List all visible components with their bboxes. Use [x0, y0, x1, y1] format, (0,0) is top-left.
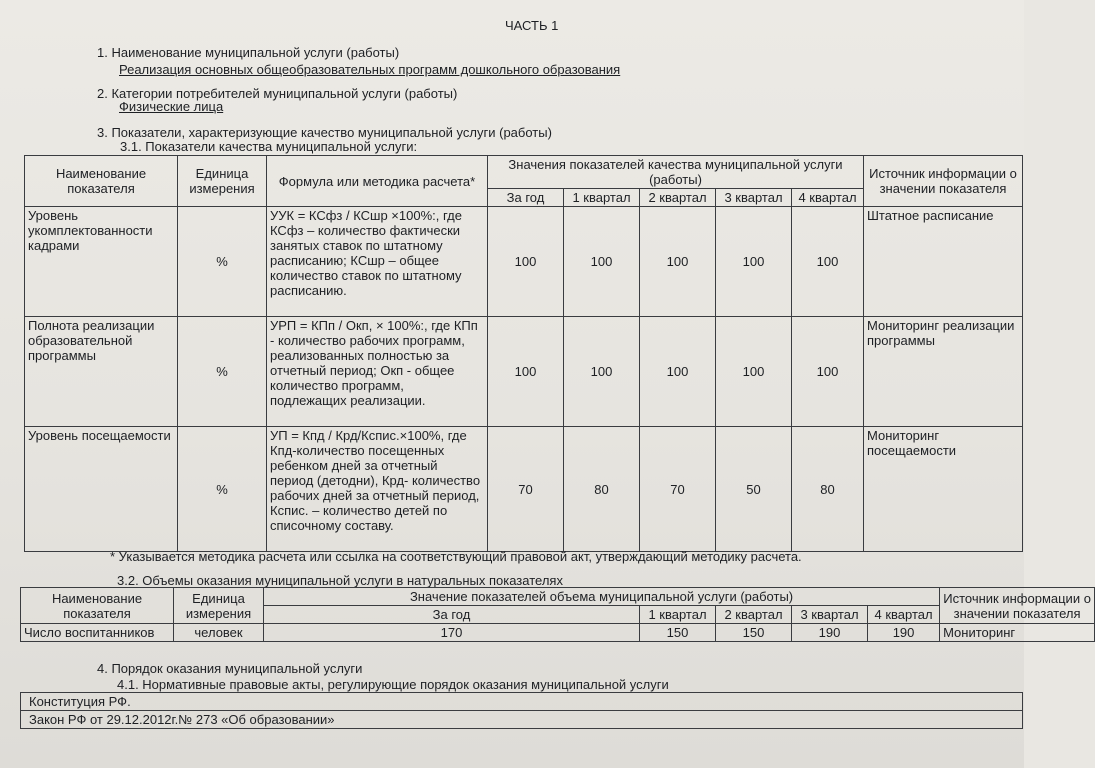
row-formula: УП = Кпд / Крд/Кспис.×100%, где Кпд-количество посещенных ребенком дней за отчетный период (детодни), Крд- количество рабочих дней за отчетный период, Кспис. – количество детей по списочному составу.	[267, 427, 488, 552]
table-row	[21, 693, 1023, 711]
row-name: Число воспитанников	[21, 624, 174, 642]
item-1-label: 1. Наименование муниципальной услуги (работы)	[97, 45, 400, 60]
row-name: Уровень посещаемости	[25, 427, 178, 552]
item-3-2-label: 3.2. Объемы оказания муниципальной услуги в натуральных показателях	[117, 573, 563, 588]
header-period-q1: 1 квартал	[564, 189, 640, 207]
header-period-q4: 4 квартал	[792, 189, 864, 207]
header-source: Источник информации о значении показателя	[864, 156, 1023, 207]
row-value-q3: 50	[716, 427, 792, 552]
table-row	[25, 317, 1023, 427]
row-source: Мониторинг посещаемости	[864, 427, 1023, 552]
row-value-q1: 100	[564, 207, 640, 317]
row-formula: УУК = КСфз / КСшр ×100%:, где КСфз – количество фактически занятых ставок по штатному расписанию; КСшр – общее количество ставок по штатному расписанию.	[267, 207, 488, 317]
row-value-q2: 100	[640, 317, 716, 427]
row-value-q1: 100	[564, 317, 640, 427]
row-source: Мониторинг реализации программы	[864, 317, 1023, 427]
header-values-group: Значения показателей качества муниципальной услуги (работы)	[488, 156, 864, 189]
legal-act: Закон РФ от 29.12.2012г.№ 273 «Об образовании»	[21, 711, 1023, 729]
row-formula: УРП = КПп / Окп, × 100%:, где КПп - количество рабочих программ, реализованных полностью за отчетный период; Окп - общее количество программ, подлежащих реализации.	[267, 317, 488, 427]
row-value-q2: 150	[716, 624, 792, 642]
row-unit: %	[178, 207, 267, 317]
row-unit: %	[178, 317, 267, 427]
row-name: Уровень укомплектованности кадрами	[25, 207, 178, 317]
volume-table	[20, 587, 1095, 642]
header-unit: Единица измерения	[178, 156, 267, 207]
item-3-label: 3. Показатели, характеризующие качество муниципальной услуги (работы)	[97, 125, 552, 140]
row-unit: %	[178, 427, 267, 552]
quality-table	[24, 155, 1023, 552]
row-value-q3: 100	[716, 207, 792, 317]
row-value-q4: 100	[792, 317, 864, 427]
table-row	[21, 711, 1023, 729]
row-value-year: 170	[264, 624, 640, 642]
row-source: Штатное расписание	[864, 207, 1023, 317]
item-2-value: Физические лица	[119, 99, 224, 114]
legal-act: Конституция РФ.	[21, 693, 1023, 711]
header-period-q2: 2 квартал	[716, 606, 792, 624]
header-period-q4: 4 квартал	[868, 606, 940, 624]
row-value-q1: 80	[564, 427, 640, 552]
item-4-label: 4. Порядок оказания муниципальной услуги	[97, 661, 363, 676]
row-value-q3: 190	[792, 624, 868, 642]
row-value-q4: 190	[868, 624, 940, 642]
header-values-group: Значение показателей объема муниципальной услуги (работы)	[264, 588, 940, 606]
row-unit: человек	[174, 624, 264, 642]
header-period-q3: 3 квартал	[716, 189, 792, 207]
row-source: Мониторинг	[940, 624, 1095, 642]
item-3-1-label: 3.1. Показатели качества муниципальной услуги:	[120, 139, 418, 154]
row-value-q2: 100	[640, 207, 716, 317]
part-title: ЧАСТЬ 1	[505, 18, 559, 33]
header-unit: Единица измерения	[174, 588, 264, 624]
row-value-q4: 80	[792, 427, 864, 552]
row-value-q1: 150	[640, 624, 716, 642]
header-period-year: За год	[264, 606, 640, 624]
header-formula: Формула или методика расчета*	[267, 156, 488, 207]
header-period-q3: 3 квартал	[792, 606, 868, 624]
row-value-year: 100	[488, 207, 564, 317]
header-period-q1: 1 квартал	[640, 606, 716, 624]
row-value-q2: 70	[640, 427, 716, 552]
row-value-year: 100	[488, 317, 564, 427]
row-name: Полнота реализации образовательной программы	[25, 317, 178, 427]
legal-acts-table	[20, 692, 1023, 729]
header-source: Источник информации о значении показателя	[940, 588, 1095, 624]
table-row	[25, 207, 1023, 317]
header-period-q2: 2 квартал	[640, 189, 716, 207]
header-name: Наименование показателя	[25, 156, 178, 207]
item-1-value: Реализация основных общеобразовательных программ дошкольного образования	[119, 62, 621, 77]
row-value-year: 70	[488, 427, 564, 552]
header-name: Наименование показателя	[21, 588, 174, 624]
row-value-q4: 100	[792, 207, 864, 317]
footnote: * Указывается методика расчета или ссылка на соответствующий правовой акт, утверждающий методику расчета.	[110, 549, 802, 564]
header-period-year: За год	[488, 189, 564, 207]
item-4-1-label: 4.1. Нормативные правовые акты, регулирующие порядок оказания муниципальной услуги	[117, 677, 669, 692]
item-2-label: 2. Категории потребителей муниципальной услуги (работы)	[97, 86, 458, 101]
row-value-q3: 100	[716, 317, 792, 427]
table-row	[25, 427, 1023, 552]
table-row	[21, 624, 1095, 642]
